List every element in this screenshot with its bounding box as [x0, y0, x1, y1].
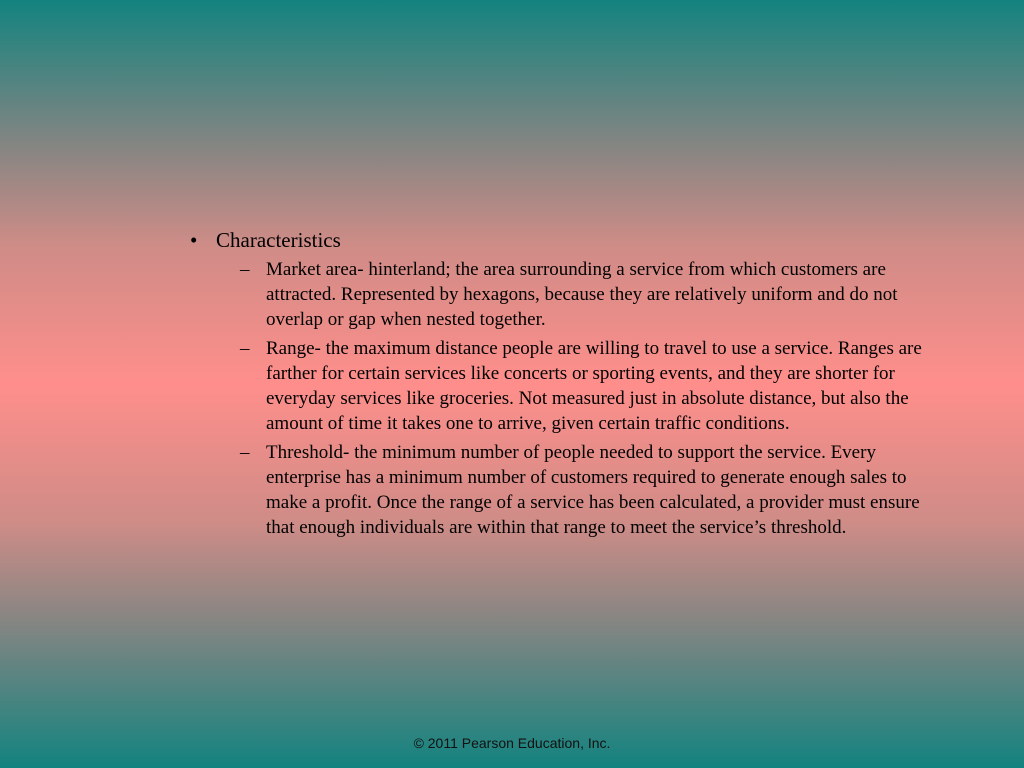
slide-body [190, 227, 935, 544]
bullet-characteristics [190, 227, 935, 253]
sub-bullet-text: Threshold- the minimum number of people needed to support the service. Every enterprise has a minimum number of customers required to generate enough sales to make a profit. Once the range of a service has been calculated, a provider must ensure that enough individuals are within that range to meet the service’s threshold. [266, 442, 920, 538]
sub-bullet-threshold [190, 440, 935, 540]
copyright-footer: © 2011 Pearson Education, Inc. [413, 735, 611, 751]
dash-glyph: – [240, 338, 250, 359]
sub-bullet-market-area [190, 257, 935, 332]
sub-bullet-list [190, 257, 935, 540]
dash-glyph: – [240, 442, 250, 463]
bullet-heading-text: Characteristics [216, 228, 341, 252]
sub-bullet-text: Market area- hinterland; the area surrounding a service from which customers are attracted. Represented by hexagons, because they are relatively uniform and do not overlap or gap when nested together. [266, 259, 898, 330]
dash-glyph: – [240, 259, 250, 280]
sub-bullet-text: Range- the maximum distance people are willing to travel to use a service. Ranges are farther for certain services like concerts or sporting events, and they are shorter for everyday services like groceries. Not measured just in absolute distance, but also the amount of time it takes one to arrive, given certain traffic conditions. [266, 338, 922, 434]
sub-bullet-range [190, 336, 935, 436]
bullet-glyph: • [190, 228, 198, 252]
